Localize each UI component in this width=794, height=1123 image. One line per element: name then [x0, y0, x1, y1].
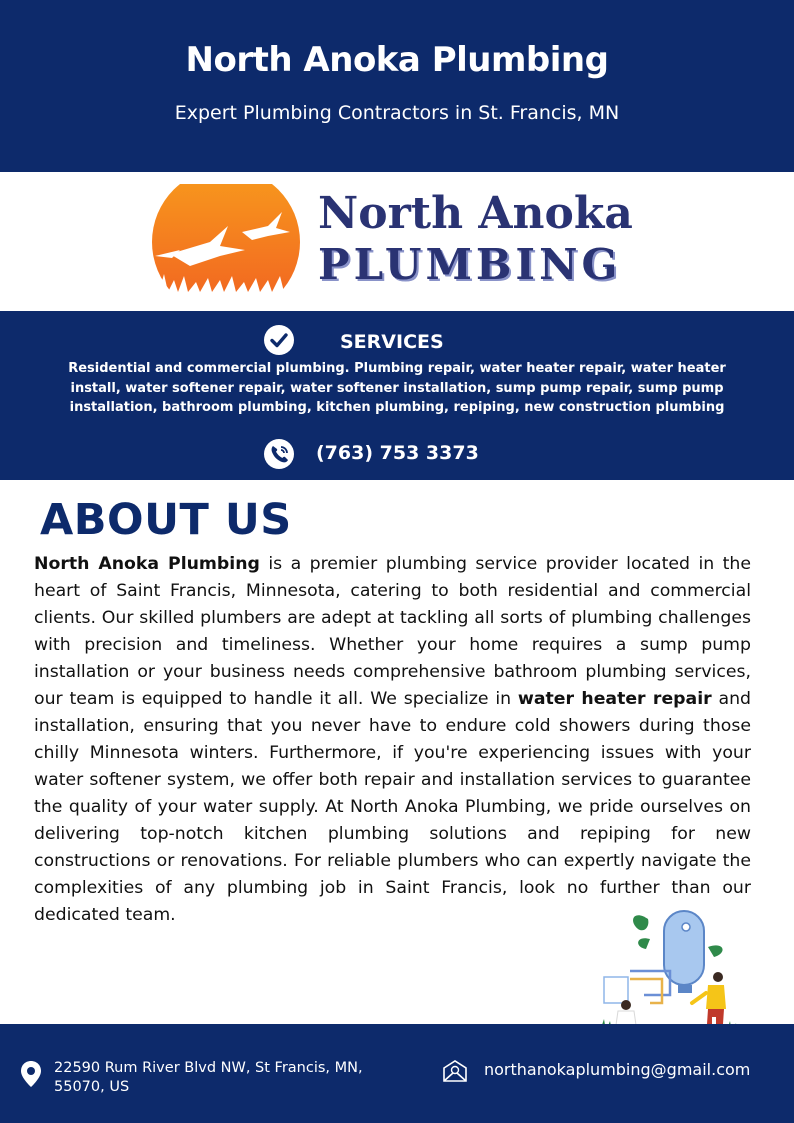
- logo-text-north-anoka: North Anoka: [318, 188, 633, 239]
- about-highlight-water-heater-repair: water heater repair: [517, 689, 712, 709]
- logo-band: [0, 172, 794, 311]
- footer: [0, 1024, 794, 1123]
- services-description: Residential and commercial plumbing. Plumbing repair, water heater repair, water heater install, water softener repair, water softener installation, sump pump repair, sump pump installation, bathroom plumbing, kitchen plumbing, repiping, new construction plumbing: [68, 361, 726, 415]
- phone-number-link[interactable]: (763) 753 3373: [316, 442, 479, 464]
- logo-text-plumbing: PLUMBING: [318, 240, 622, 289]
- about-text-part2: and installation, ensuring that you never have to endure cold showers during those chilly Minnesota winters. Furthermore, if you're experiencing issues with your water softener system, we offer both repair and installation services to guarantee the quality of your water supply. At North Anoka Plumbing, we pride ourselves on delivering top-notch kitchen plumbing solutions and repiping for new constructions or renovations. For reliable plumbers who can expertly navigate the complexities of any plumbing job in Saint Francis, look no further than our dedicated team.: [34, 689, 751, 925]
- about-us-text: [34, 551, 751, 929]
- page-subtitle: Expert Plumbing Contractors in St. Francis, MN: [174, 102, 620, 124]
- address-line-2: 55070, US: [54, 1079, 130, 1095]
- sun-geese-logo-icon: [150, 184, 302, 302]
- page-title: North Anoka Plumbing: [185, 40, 609, 80]
- email-link[interactable]: northanokaplumbing@gmail.com: [484, 1060, 751, 1079]
- header-banner: [0, 0, 794, 172]
- email-icon: [442, 1059, 468, 1083]
- checkmark-icon: [264, 325, 294, 355]
- address-line-1: 22590 Rum River Blvd NW, St Francis, MN,: [54, 1060, 363, 1076]
- services-title: SERVICES: [340, 331, 444, 353]
- about-company-name: North Anoka Plumbing: [34, 554, 260, 574]
- phone-icon: [264, 439, 294, 469]
- about-us-heading: ABOUT US: [40, 495, 292, 545]
- footer-address: [54, 1059, 404, 1097]
- location-pin-icon: [20, 1060, 42, 1088]
- services-banner: [0, 311, 794, 480]
- about-text-part1: is a premier plumbing service provider located in the heart of Saint Francis, Minnesota, catering to both residential and commercial clients. Our skilled plumbers are adept at tackling all sorts of plumbing challenges with precision and timeliness. Whether your home requires a sump pump installation or your business needs comprehensive bathroom plumbing services, our team is equipped to handle it all. We specialize in: [34, 554, 751, 709]
